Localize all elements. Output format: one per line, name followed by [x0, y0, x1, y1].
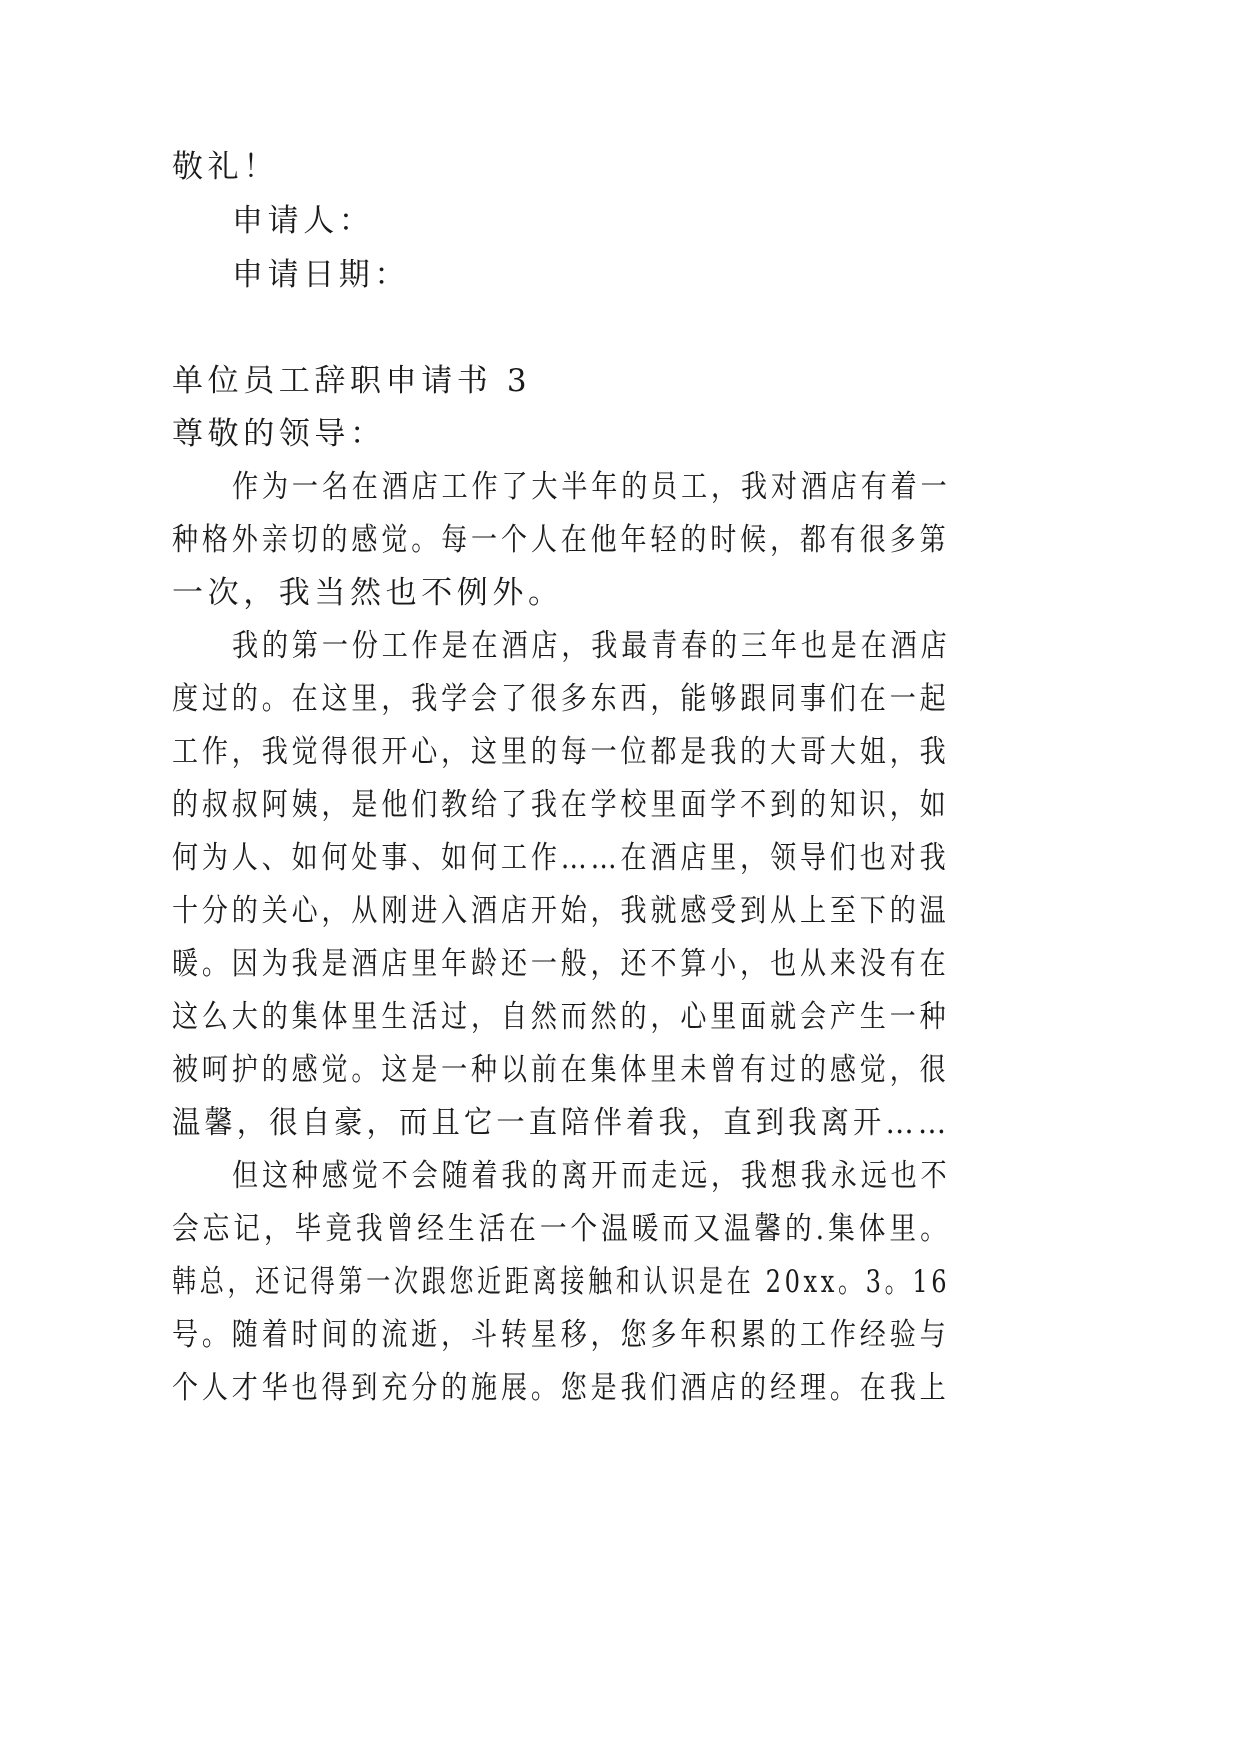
closing-text: 敬礼！ [172, 149, 279, 185]
paragraph-line: 韩总，还记得第一次跟您近距离接触和认识是在 20xx。3。16 [172, 1264, 951, 1300]
paragraph-line: 个人才华也得到充分的施展。您是我们酒店的经理。在我上 [172, 1370, 950, 1406]
paragraph-line: 这么大的集体里生活过，自然而然的，心里面就会产生一种 [172, 999, 950, 1035]
salutation: 尊敬的领导： [172, 416, 386, 452]
paragraph-line: 会忘记，毕竟我曾经生活在一个温暖而又温馨的.集体里。 [172, 1211, 951, 1247]
applicant-label: 申请人： [232, 203, 375, 239]
section-title: 单位员工辞职申请书 3 [172, 363, 532, 399]
paragraph-line: 工作，我觉得很开心，这里的每一位都是我的大哥大姐，我 [172, 734, 950, 770]
paragraph-line: 的叔叔阿姨，是他们教给了我在学校里面学不到的知识，如 [172, 787, 950, 823]
paragraph-line: 我的第一份工作是在酒店，我最青春的三年也是在酒店 [232, 628, 951, 664]
paragraph-line: 何为人、如何处事、如何工作……在酒店里，领导们也对我 [172, 840, 950, 876]
paragraph-line: 温馨，很自豪，而且它一直陪伴着我，直到我离开…… [172, 1105, 951, 1141]
paragraph-line: 种格外亲切的感觉。每一个人在他年轻的时候，都有很多第 [172, 522, 950, 558]
paragraph-line: 一次，我当然也不例外。 [172, 575, 564, 611]
paragraph-line: 号。随着时间的流逝，斗转星移，您多年积累的工作经验与 [172, 1317, 950, 1353]
paragraph-line: 度过的。在这里，我学会了很多东西，能够跟同事们在一起 [172, 681, 950, 717]
paragraph-line: 暖。因为我是酒店里年龄还一般，还不算小，也从来没有在 [172, 946, 950, 982]
paragraph-line: 作为一名在酒店工作了大半年的员工，我对酒店有着一 [232, 469, 951, 505]
paragraph-line: 但这种感觉不会随着我的离开而走远，我想我永远也不 [232, 1158, 951, 1194]
date-label: 申请日期： [232, 257, 410, 293]
paragraph-line: 被呵护的感觉。这是一种以前在集体里未曾有过的感觉，很 [172, 1052, 950, 1088]
paragraph-line: 十分的关心，从刚进入酒店开始，我就感受到从上至下的温 [172, 893, 950, 929]
